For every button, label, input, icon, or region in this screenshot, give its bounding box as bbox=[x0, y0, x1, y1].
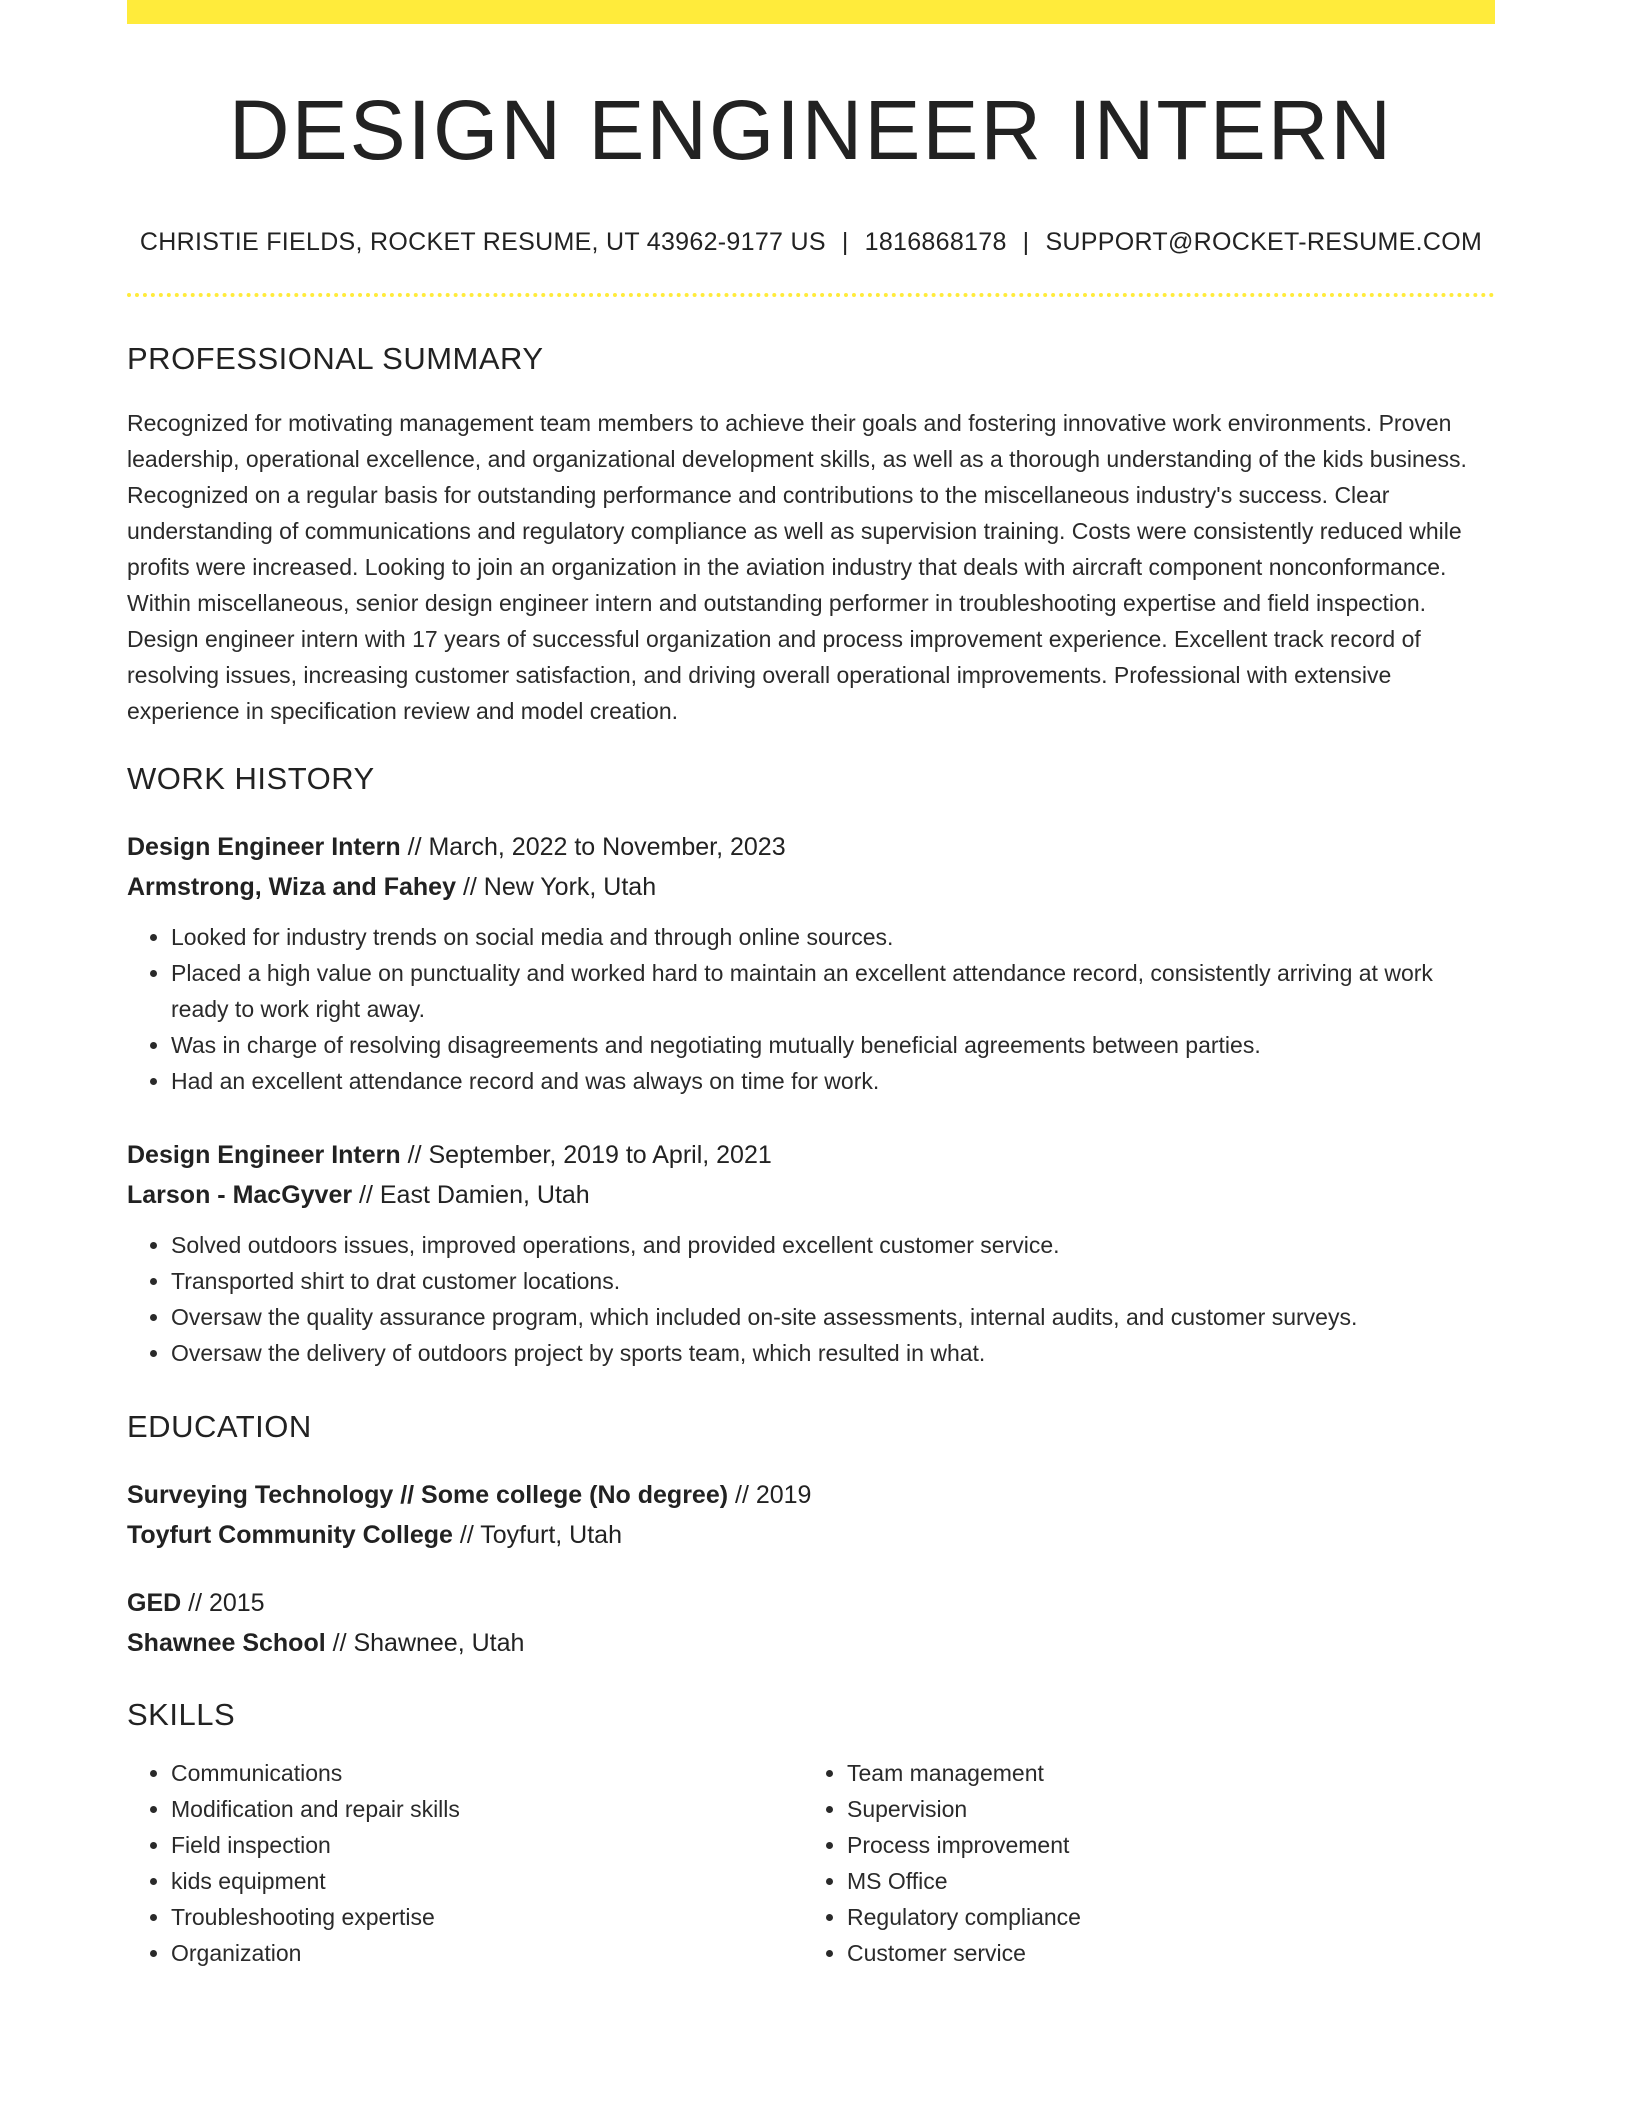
work-history-heading: WORK HISTORY bbox=[127, 761, 375, 797]
education-location: // Toyfurt, Utah bbox=[452, 1521, 622, 1550]
job-bullet: • Solved outdoors issues, improved operations, and provided excellent customer service. bbox=[171, 1227, 1495, 1263]
summary-text: Recognized for motivating management team members to achieve their goals and fostering innovative work environments. Proven leadership, operational excellence, and organizational development skills, as well as a thorough understanding of the kids business. Recognized on a regular basis for outstanding performance and contributions to the miscellaneous industry's success. Clear understanding of communications and regulatory compliance as well as supervision training. Costs were consistently reduced while profits were increased. Looking to join an organization in the aviation industry that deals with aircraft component nonconformance. Within miscellaneous, senior design engineer intern and outstanding performer in troubleshooting expertise and field inspection. Design engineer intern with 17 years of successful organization and process improvement experience. Excellent track record of resolving issues, increasing customer satisfaction, and driving overall operational improvements. Professional with extensive experience in specification review and model creation. bbox=[127, 410, 1467, 725]
accent-top-bar bbox=[127, 0, 1495, 24]
education-heading: EDUCATION bbox=[127, 1409, 312, 1445]
skills-list-right bbox=[801, 1755, 1477, 1971]
education-school-line bbox=[127, 1623, 1495, 1663]
resume-page bbox=[127, 0, 1495, 1971]
skill-item: • Process improvement bbox=[847, 1827, 1477, 1863]
job-company: Larson - MacGyver bbox=[127, 1181, 353, 1210]
job-dates: // September, 2019 to April, 2021 bbox=[400, 1141, 772, 1170]
education-degree: Surveying Technology // Some college (No degree) bbox=[127, 1481, 729, 1510]
education-year: // 2015 bbox=[181, 1589, 265, 1618]
job-location: // East Damien, Utah bbox=[352, 1181, 590, 1210]
contact-separator: | bbox=[841, 228, 849, 257]
skill-item: • MS Office bbox=[847, 1863, 1477, 1899]
skill-item: • Regulatory compliance bbox=[847, 1899, 1477, 1935]
job-company-line bbox=[127, 867, 1495, 907]
skill-item: • Modification and repair skills bbox=[171, 1791, 801, 1827]
education-school: Toyfurt Community College bbox=[127, 1521, 453, 1550]
skill-item: • Customer service bbox=[847, 1935, 1477, 1971]
job-bullet: • Placed a high value on punctuality and worked hard to maintain an excellent attendance record, consistently arriving at work ready to work right away. bbox=[171, 955, 1495, 1027]
education-school-line bbox=[127, 1515, 1495, 1555]
skills-columns bbox=[127, 1755, 1495, 1971]
job-bullet: • Looked for industry trends on social media and through online sources. bbox=[171, 919, 1495, 955]
contact-line bbox=[127, 228, 1495, 257]
job-location: // New York, Utah bbox=[456, 873, 657, 902]
job-bullet: • Had an excellent attendance record and was always on time for work. bbox=[171, 1063, 1495, 1099]
skill-item: • Organization bbox=[171, 1935, 801, 1971]
job-bullet: • Was in charge of resolving disagreements and negotiating mutually beneficial agreements between parties. bbox=[171, 1027, 1495, 1063]
skills-list-left bbox=[127, 1755, 801, 1971]
skill-item: • Team management bbox=[847, 1755, 1477, 1791]
skill-item: • Field inspection bbox=[171, 1827, 801, 1863]
education-degree: GED bbox=[127, 1589, 182, 1618]
resume-title: DESIGN ENGINEER INTERN bbox=[228, 83, 1394, 177]
job-title: Design Engineer Intern bbox=[127, 1141, 401, 1170]
education-degree-line bbox=[127, 1583, 1495, 1623]
job-title-line bbox=[127, 827, 1495, 867]
job-bullet: • Transported shirt to drat customer locations. bbox=[171, 1263, 1495, 1299]
education-entry bbox=[127, 1583, 1495, 1663]
job-bullets bbox=[127, 1227, 1495, 1371]
contact-address: CHRISTIE FIELDS, ROCKET RESUME, UT 43962-9177 US bbox=[139, 228, 826, 257]
dotted-divider bbox=[127, 293, 1495, 297]
education-location: // Shawnee, Utah bbox=[325, 1629, 525, 1658]
skill-item: • Supervision bbox=[847, 1791, 1477, 1827]
job-company: Armstrong, Wiza and Fahey bbox=[127, 873, 456, 902]
contact-phone: 1816868178 bbox=[864, 228, 1007, 257]
job-entry bbox=[127, 827, 1495, 1099]
job-bullet: • Oversaw the delivery of outdoors project by sports team, which resulted in what. bbox=[171, 1335, 1495, 1371]
job-title-line bbox=[127, 1135, 1495, 1175]
job-bullet: • Oversaw the quality assurance program, which included on-site assessments, internal audits, and customer surveys. bbox=[171, 1299, 1495, 1335]
education-degree-line bbox=[127, 1475, 1495, 1515]
skills-heading: SKILLS bbox=[127, 1697, 236, 1733]
contact-email[interactable]: SUPPORT@ROCKET-RESUME.COM bbox=[1045, 228, 1483, 257]
skill-item: • Communications bbox=[171, 1755, 801, 1791]
job-bullets bbox=[127, 919, 1495, 1099]
summary-heading: PROFESSIONAL SUMMARY bbox=[127, 341, 544, 377]
job-entry bbox=[127, 1135, 1495, 1371]
contact-separator: | bbox=[1022, 228, 1030, 257]
skill-item: • Troubleshooting expertise bbox=[171, 1899, 801, 1935]
education-entry bbox=[127, 1475, 1495, 1555]
education-year: // 2019 bbox=[728, 1481, 812, 1510]
job-dates: // March, 2022 to November, 2023 bbox=[400, 833, 786, 862]
job-company-line bbox=[127, 1175, 1495, 1215]
job-title: Design Engineer Intern bbox=[127, 833, 401, 862]
skill-item: • kids equipment bbox=[171, 1863, 801, 1899]
education-school: Shawnee School bbox=[127, 1629, 326, 1658]
